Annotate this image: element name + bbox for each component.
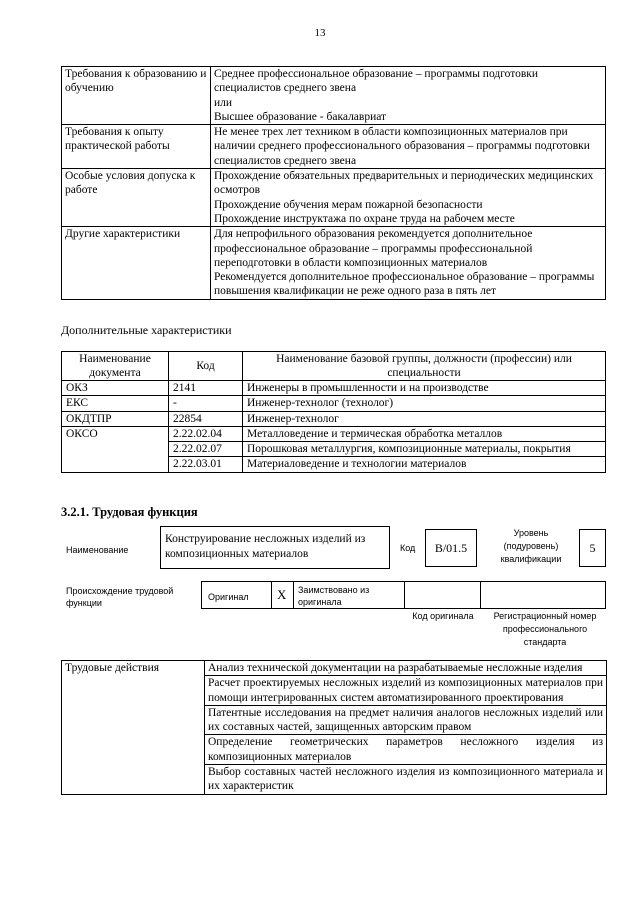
origin-label: Происхождение трудовой функции	[66, 586, 174, 608]
divider	[271, 581, 272, 609]
col-header-code: Код	[169, 352, 243, 381]
value-line: Прохождение обязательных предварительных и периодических медицинских осмотров	[214, 170, 594, 197]
code-box: B/01.5	[425, 529, 477, 567]
row-value	[211, 67, 606, 125]
value-line: Среднее профессиональное образование – программы подготовки специалистов среднего звена	[214, 68, 539, 95]
name-cell: Металловедение и термическая обработка металлов	[243, 426, 606, 441]
table-row	[62, 227, 606, 299]
table-row	[62, 125, 606, 169]
row-value	[211, 125, 606, 169]
table-row	[62, 67, 606, 125]
original-label: Оригинал	[208, 592, 249, 602]
table-row	[62, 169, 606, 227]
code-cell: 2.22.02.04	[169, 426, 243, 441]
code-cell: -	[169, 396, 243, 411]
reg-number-caption: Регистрационный номер профессионального стандарта	[493, 611, 597, 647]
function-name-box: Конструирование несложных изделий из композиционных материалов	[160, 526, 390, 569]
name-cell: Порошковая металлургия, композиционные материалы, покрытия	[243, 442, 606, 457]
row-label: Требования к опыту практической работы	[62, 125, 211, 169]
action-item: Выбор составных частей несложного изделия из композиционного материала и их характеристик	[205, 765, 607, 795]
additional-title: Дополнительные характеристики	[61, 323, 232, 337]
doc-cell	[62, 442, 169, 457]
table-row	[62, 396, 606, 411]
doc-cell: ЕКС	[62, 396, 169, 411]
divider	[404, 581, 405, 609]
code-original-caption: Код оригинала	[412, 611, 474, 621]
code-label: Код	[400, 543, 416, 553]
doc-cell: ОКДТПР	[62, 411, 169, 426]
col-header-name: Наименование базовой группы, должности (профессии) или специальности	[243, 352, 606, 381]
table-row	[62, 426, 606, 441]
table-row	[62, 457, 606, 472]
divider	[293, 581, 294, 609]
table-row	[62, 442, 606, 457]
table-row	[62, 411, 606, 426]
value-line: Рекомендуется дополнительное профессиональное образование – программы повышения квалификации не реже одного раза в пять лет	[214, 271, 595, 298]
row-value	[211, 227, 606, 299]
name-cell: Инженеры в промышленности и на производстве	[243, 381, 606, 396]
row-label: Другие характеристики	[62, 227, 211, 299]
row-label: Особые условия допуска к работе	[62, 169, 211, 227]
requirements-table	[61, 66, 606, 300]
value-line: Прохождение инструктажа по охране труда на рабочем месте	[214, 212, 515, 225]
table-header-row	[62, 352, 606, 381]
name-cell: Инженер-технолог (технолог)	[243, 396, 606, 411]
action-item: Расчет проектируемых несложных изделий из композиционных материалов при помощи интегрированных систем автоматизированного проектирования	[205, 676, 607, 706]
row-value	[211, 169, 606, 227]
value-line: Прохождение обучения мерам пожарной безопасности	[214, 198, 483, 211]
value-line: или	[214, 96, 233, 109]
action-item: Патентные исследования на предмет наличия аналогов несложных изделий или их составных частей, защищенных авторским правом	[205, 705, 607, 735]
code-cell: 2.22.02.07	[169, 442, 243, 457]
action-item: Анализ технической документации на разрабатываемые несложные изделия	[205, 661, 607, 676]
doc-cell: ОКЗ	[62, 381, 169, 396]
name-label: Наименование	[66, 545, 129, 555]
section-title: 3.2.1. Трудовая функция	[61, 505, 198, 519]
level-label: Уровень (подуровень) квалификации	[500, 528, 562, 564]
code-cell: 2141	[169, 381, 243, 396]
borrowed-label: Заимствовано из оригинала	[298, 585, 370, 607]
value-line: Не менее трех лет техником в области композиционных материалов при наличии среднего профессионального образования – программы подготовки специалистов среднего звена	[214, 126, 590, 167]
labour-actions-table	[61, 660, 607, 795]
table-row	[62, 381, 606, 396]
divider	[480, 581, 481, 609]
value-line: Для непрофильного образования рекомендуется дополнительное профессиональное образование – программы профессиональной переподготовки в области композиционных материалов	[214, 228, 533, 269]
code-cell: 22854	[169, 411, 243, 426]
value-line: Высшее образование - бакалавриат	[214, 110, 387, 123]
original-mark: X	[277, 587, 287, 602]
action-item: Определение геометрических параметров несложного изделия из композиционных материалов	[205, 735, 607, 765]
doc-cell: ОКСО	[62, 426, 169, 441]
code-cell: 2.22.03.01	[169, 457, 243, 472]
name-cell: Инженер-технолог	[243, 411, 606, 426]
actions-label: Трудовые действия	[62, 661, 205, 795]
row-label: Требования к образованию и обучению	[62, 67, 211, 125]
level-box: 5	[579, 529, 606, 567]
additional-table	[61, 351, 606, 473]
doc-cell	[62, 457, 169, 472]
page-number: 13	[314, 27, 326, 39]
name-cell: Материаловедение и технологии материалов	[243, 457, 606, 472]
table-row	[62, 661, 607, 676]
col-header-doc: Наименование документа	[62, 352, 169, 381]
